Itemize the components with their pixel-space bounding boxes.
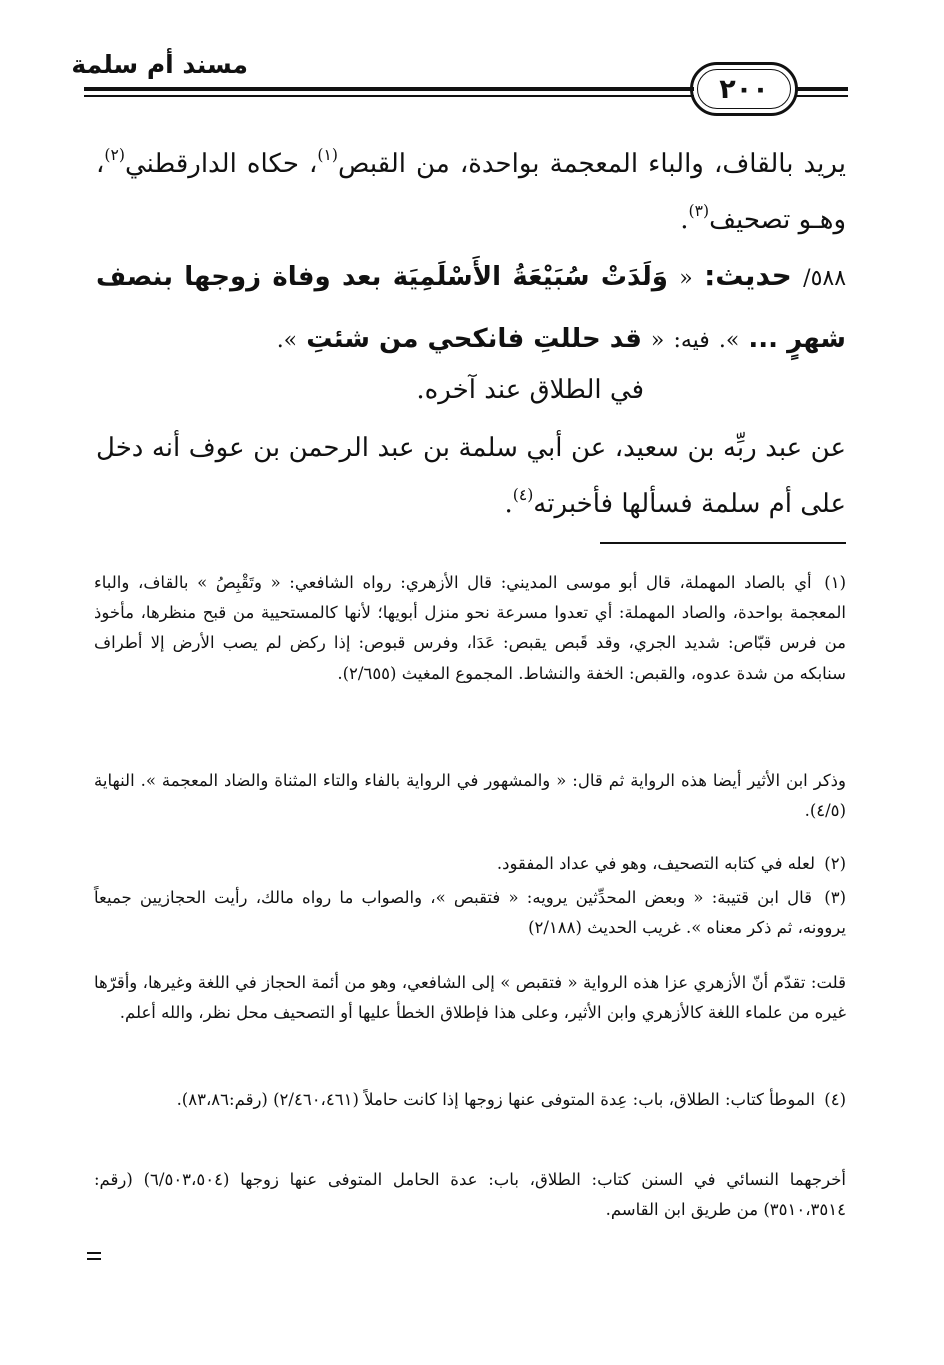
footnote-3-number: (٣)	[824, 888, 846, 907]
footnote-3-continued: قلت: تقدّم أنّ الأزهري عزا هذه الرواية « فتقبص » إلى الشافعي، وهو من أئمة الحجاز في اللغة وغيرها، وأقرّها غيره من علماء اللغة كالأزهري وابن الأثير، وعلى هذا فإطلاق الخطأ عليها أو التصحيف محل نظر، والله أعلم.	[94, 973, 846, 1023]
footnote-3-text: قال ابن قتيبة: « وبعض المحدِّثين يرويه: « فتقبص »، والصواب ما رواه مالك، رأيت الحجازيين جميعاً يروونه، ثم ذكر معناه ». غريب الحديث (٢/١٨٨)	[94, 888, 846, 938]
paragraph-4-text: عن عبد ربِّه بن سعيد، عن أبي سلمة بن عبد الرحمن بن عوف أنه دخل على أم سلمة فسألها فأخبرته	[96, 433, 846, 519]
continuation-mark-line-1	[87, 1252, 101, 1254]
quote-open-2: «	[650, 328, 665, 353]
hadith-label: حديث:	[704, 259, 792, 292]
footnote-4-text: الموطأ كتاب: الطلاق، باب: عِدة المتوفى عنها زوجها إذا كانت حاملاً (٢/٤٦٠،٤٦١) (رقم:٨٣،٨٦).	[176, 1090, 815, 1109]
header-rule-thick	[84, 87, 694, 91]
footnote-2-text: لعله في كتابه التصحيف، وهو في عداد المفقود.	[496, 854, 815, 873]
hadith-text: وَلَدَتْ سُبَيْعَةُ الأَسْلَمِيَة بعد وفاة زوجها بنصف شهرٍ ...	[96, 262, 846, 354]
footnote-1-continued: وذكر ابن الأثير أيضا هذه الرواية ثم قال: « والمشهور في الرواية بالفاء والتاء المثناة والضاد المعجمة ». النهاية (٤/٥).	[94, 771, 846, 821]
footnote-separator	[600, 542, 846, 544]
paragraph-1-part-b: ، حكاه الدارقطني	[124, 149, 318, 179]
paragraph-4	[96, 420, 846, 532]
footnote-4-number: (٤)	[824, 1090, 846, 1109]
footnote-3	[94, 883, 846, 943]
footnote-2	[94, 849, 846, 879]
footnote-4-continued: أخرجهما النسائي في السنن كتاب: الطلاق، باب: عدة الحامل المتوفى عنها زوجها (٦/٥٠٣،٥٠٤) (رقم: ٣٥١٠،٣٥١٤) من طريق ابن القاسم.	[94, 1170, 846, 1220]
quote-open: «	[679, 266, 693, 291]
footnote-1-text: أي بالصاد المهملة، قال أبو موسى المديني: قال الأزهري: رواه الشافعي: « وتَقْبِصُ » بالقاف، والباء المعجمة بواحدة، والصاد المهملة: أي تعدوا مسرعة نحو منزل أبويها؛ لأنها كالمستحيية من قبح منظرها، مأخوذ من فرس قبّاص: شديد الجري، وقد قَبص يقبص: عَدَا، وفرس قبوص: إذا ركض لم يصب الأرض إلا أطراف سنابكه من شدة عدوه، والقبص: الخفة والنشاط. المجموع المغيث (٢/٦٥٥).	[94, 573, 846, 683]
paragraph-1-part-d: .	[680, 205, 689, 235]
paragraph-4-end: .	[504, 489, 513, 519]
fihi-label: فيه:	[673, 328, 710, 353]
hadith-number: ٥٨٨/	[803, 266, 847, 291]
footnote-ref-1: (١)	[317, 146, 338, 165]
footnote-ref-3: (٣)	[688, 202, 710, 221]
paragraph-1-part-a: يريد بالقاف، والباء المعجمة بواحدة، من القبص	[337, 149, 846, 179]
quote-close-2: ».	[276, 328, 298, 353]
footnote-4	[94, 1085, 846, 1115]
footnote-2-number: (٢)	[824, 854, 846, 873]
paragraph-1	[96, 136, 846, 248]
page-number-badge	[690, 62, 798, 116]
header-rule-thin	[84, 95, 694, 97]
running-header-title: مسند أم سلمة	[71, 50, 248, 79]
footnote-ref-2: (٢)	[104, 146, 125, 165]
hadith-heading	[96, 246, 846, 371]
paragraph-1-part-c: ، وهـو تصحيف	[96, 149, 846, 235]
hadith-text-2: قد حللتِ فانكحي من شئتِ	[306, 324, 642, 354]
header-rule-thick-right	[796, 87, 848, 91]
footnote-ref-4: (٤)	[512, 486, 534, 505]
page-number: ٢٠٠	[719, 73, 769, 105]
paragraph-3: في الطلاق عند آخره.	[416, 375, 644, 405]
footnote-1	[94, 568, 846, 689]
footnote-1-number: (١)	[824, 573, 846, 592]
quote-close: ».	[718, 328, 740, 353]
continuation-mark-line-2	[87, 1258, 101, 1260]
continuation-mark	[87, 1252, 101, 1264]
header-rule-thin-right	[796, 95, 848, 97]
